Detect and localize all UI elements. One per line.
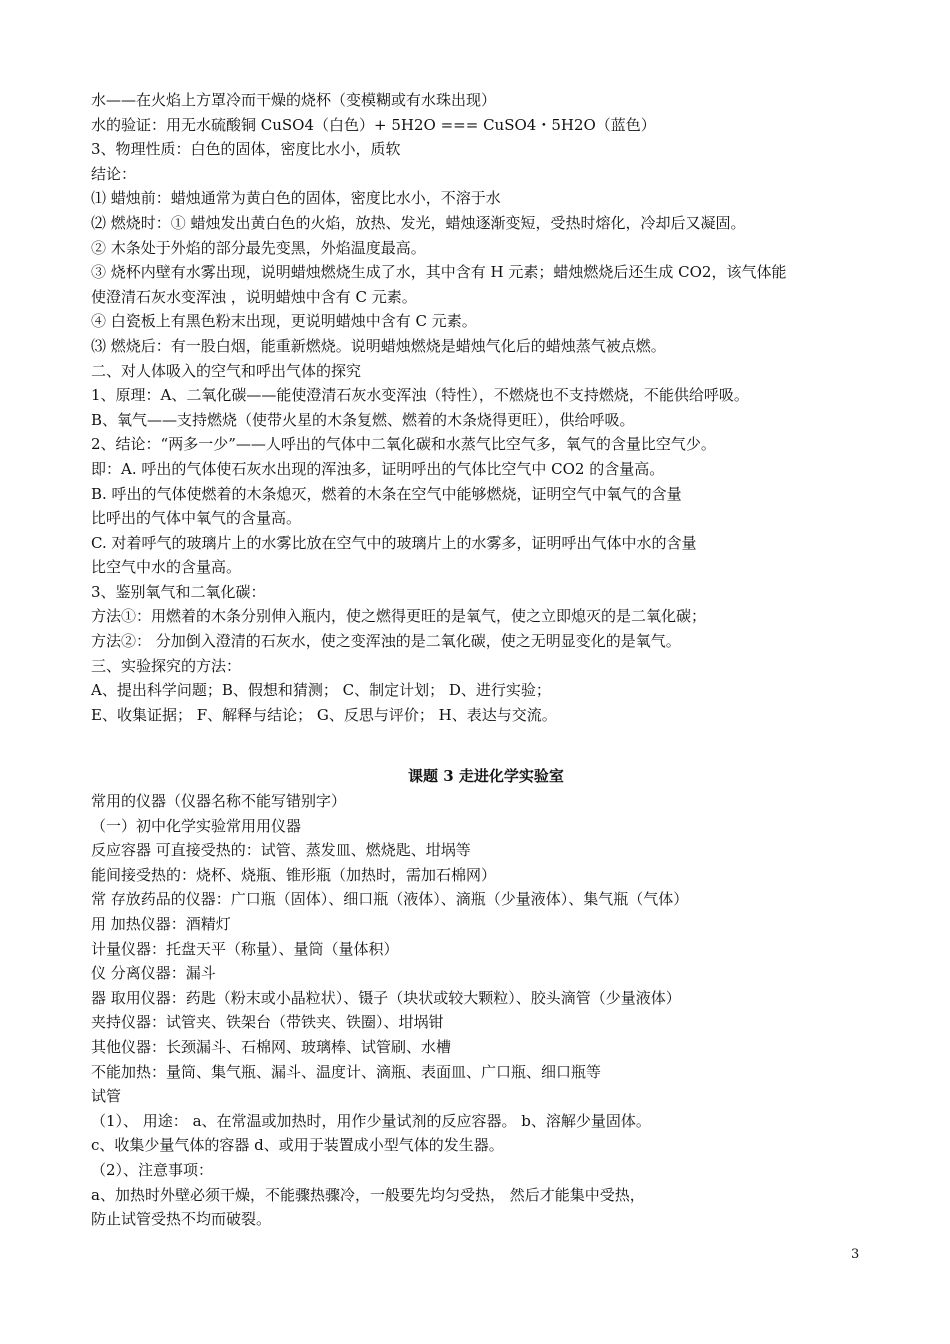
text-line: （一）初中化学实验常用用仪器 [91,816,302,835]
text-line: 试管 [91,1087,122,1106]
text-section-1 [91,88,881,727]
section-heading: 课题 3 走进化学实验室 [408,767,564,785]
text-line: 常 存放药品的仪器：广口瓶（固体）、细口瓶（液体）、滴瓶（少量液体）、集气瓶（气体） [91,890,689,909]
text-line: 结论： [91,164,137,183]
text-line: 水——在火焰上方罩冷而干燥的烧杯（变模糊或有水珠出现） [91,91,497,109]
text-line: 方法①：用燃着的木条分别伸入瓶内，使之燃得更旺的是氧气，使之立即熄灭的是二氧化碳； [91,607,707,626]
text-line: （2）、注意事项： [91,1160,214,1179]
text-line: ② 木条处于外焰的部分最先变黑，外焰温度最高。 [91,238,426,257]
text-line: 夹持仪器：试管夹、铁架台（带铁夹、铁圈）、坩埚钳 [91,1013,444,1032]
text-line: 计量仪器：托盘天平（称量）、量筒（量体积） [91,939,399,958]
text-line: 三、实验探究的方法： [91,656,242,675]
text-line: 能间接受热的：烧杯、烧瓶、锥形瓶（加热时，需加石棉网） [91,865,497,884]
text-line: 仪 分离仪器：漏斗 [91,964,216,983]
text-line: C. 对着呼气的玻璃片上的水雾比放在空气中的玻璃片上的水雾多，证明呼出气体中水的含量 [91,533,697,552]
text-line: 比空气中水的含量高。 [91,558,242,577]
text-line: 不能加热：量筒、集气瓶、漏斗、温度计、滴瓶、表面皿、广口瓶、细口瓶等 [91,1062,602,1081]
text-line: B. 呼出的气体使燃着的木条熄灭，燃着的木条在空气中能够燃烧，证明空气中氧气的含量 [91,484,682,503]
text-line: 3、物理性质：白色的固体，密度比水小，质软 [91,140,401,159]
text-line: 二、对人体吸入的空气和呼出气体的探究 [91,361,362,380]
text-line: a、加热时外壁必须干燥，不能骤热骤冷，一般要先均匀受热， 然后才能集中受热， [91,1185,645,1204]
text-line: 即：A. 呼出的气体使石灰水出现的浑浊多，证明呼出的气体比空气中 CO2 的含量高。 [91,459,665,478]
text-line: 水的验证：用无水硫酸铜 CuSO4（白色）+ 5H2O === CuSO4・5H2O（蓝色） [91,115,656,134]
text-line: ⑵ 燃烧时：① 蜡烛发出黄白色的火焰，放热、发光，蜡烛逐渐变短，受热时熔化，冷却后又凝固。 [91,213,746,232]
text-line: （1）、 用途： a、在常温或加热时，用作少量试剂的反应容器。 b、溶解少量固体。 [91,1111,651,1130]
text-line: ④ 白瓷板上有黑色粉末出现，更说明蜡烛中含有 C 元素。 [91,312,477,331]
text-line: 3、鉴别氧气和二氧化碳： [91,582,266,601]
text-line: 其他仪器：长颈漏斗、石棉网、玻璃棒、试管刷、水槽 [91,1037,452,1056]
text-line: 防止试管受热不均而破裂。 [91,1210,272,1229]
text-line: 1、原理：A、二氧化碳——能使澄清石灰水变浑浊（特性），不燃烧也不支持燃烧，不能供给呼吸。 [91,386,749,405]
text-section-2 [91,789,881,1232]
text-line: 反应容器 可直接受热的：试管、蒸发皿、燃烧匙、坩埚等 [91,841,471,860]
text-line: ⑶ 燃烧后：有一股白烟，能重新燃烧。说明蜡烛燃烧是蜡烛气化后的蜡烛蒸气被点燃。 [91,336,666,355]
text-line: 比呼出的气体中氧气的含量高。 [91,509,302,528]
text-line: ③ 烧杯内壁有水雾出现，说明蜡烛燃烧生成了水，其中含有 H 元素；蜡烛燃烧后还生成 CO2，该气体能 [91,263,787,282]
text-line: 方法②： 分加倒入澄清的石灰水，使之变浑浊的是二氧化碳，使之无明显变化的是氧气。 [91,632,681,651]
text-line: 用 加热仪器：酒精灯 [91,914,231,933]
page-number: 3 [851,1247,860,1262]
text-line: 常用的仪器（仪器名称不能写错别字） [91,792,347,810]
text-line: E、收集证据； F、解释与结论； G、反思与评价； H、表达与交流。 [91,705,557,724]
text-line: ⑴ 蜡烛前：蜡烛通常为黄白色的固体，密度比水小，不溶于水 [91,189,501,208]
text-line: 2、结论：“两多一少”——人呼出的气体中二氧化碳和水蒸气比空气多，氧气的含量比空气少。 [91,435,716,454]
text-line: B、氧气——支持燃烧（使带火星的木条复燃、燃着的木条烧得更旺），供给呼吸。 [91,410,635,429]
text-line: A、提出科学问题；B、假想和猜测； C、制定计划； D、进行实验； [91,681,551,700]
text-line: c、收集少量气体的容器 d、或用于装置成小型气体的发生器。 [91,1136,504,1155]
text-line: 器 取用仪器：药匙（粉末或小晶粒状）、镊子（块状或较大颗粒）、胶头滴管（少量液体） [91,988,681,1007]
text-line: 使澄清石灰水变浑浊 ，说明蜡烛中含有 C 元素。 [91,287,417,306]
